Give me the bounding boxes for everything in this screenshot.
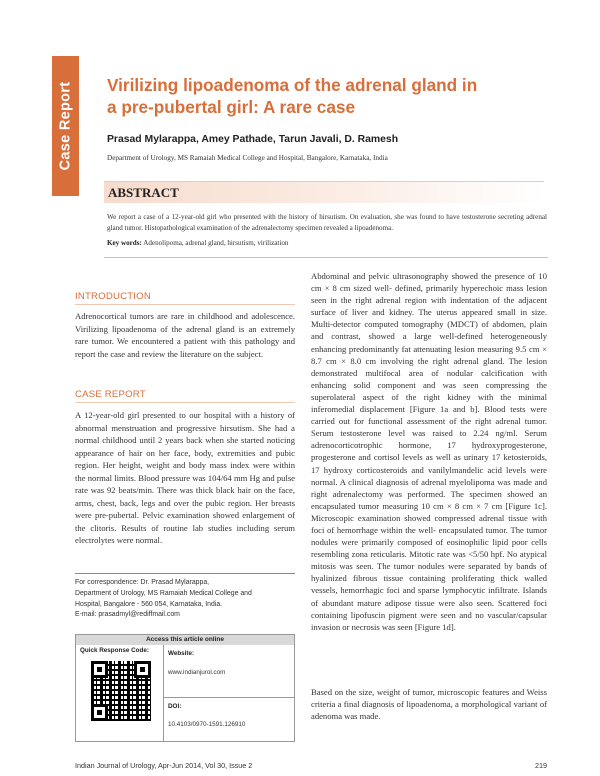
page-number: 219: [535, 761, 547, 770]
qr-finder-icon: [91, 661, 108, 678]
correspondence-label: For correspondence:: [75, 579, 139, 586]
case-report-heading: CASE REPORT: [75, 389, 146, 400]
access-divider-vertical: [163, 645, 164, 742]
correspondence-block: [75, 578, 295, 621]
journal-citation: Indian Journal of Urology, Apr-Jun 2014, Vol 30, Issue 2: [75, 761, 253, 770]
correspondence-name: Dr. Prasad Mylarappa,: [140, 579, 210, 586]
qr-finder-icon: [134, 661, 151, 678]
abstract-heading-bar: [104, 181, 544, 203]
introduction-heading: INTRODUCTION: [75, 291, 151, 302]
diagnosis-paragraph: Based on the size, weight of tumor, microscopic features and Weiss criteria a final diagnosis of lipoadenoma, a morphological variant of adenoma was made.: [311, 687, 547, 722]
correspondence-divider: [75, 573, 295, 574]
correspondence-email[interactable]: E-mail: prasadmyl@rediffmail.com: [75, 611, 180, 619]
correspondence-address: Hospital, Bangalore - 560 054, Karnataka, India.: [75, 600, 223, 608]
doi-label: DOI:: [168, 703, 182, 710]
keywords: [107, 239, 547, 247]
article-type-label: Case Report: [57, 81, 74, 171]
correspondence-department: Department of Urology, MS Ramaiah Medical College and: [75, 589, 252, 597]
doi-value[interactable]: 10.4103/0970-1591.126910: [168, 721, 246, 728]
access-online-box: [75, 634, 295, 742]
qr-label: Quick Response Code:: [80, 647, 149, 654]
keywords-value: Adenolipoma, adrenal gland, hirsutism, virilization: [143, 239, 289, 247]
author-list: Prasad Mylarappa, Amey Pathade, Tarun Javali, D. Ramesh: [107, 134, 399, 145]
abstract-text: We report a case of a 12-year-old girl who presented with the history of hirsutism. On evaluation, she was found to have testosterone secreting adrenal gland tumor. Histopathological examination of the adrenalectomy specimen revealed a lipoadenoma.: [107, 213, 547, 232]
access-heading: Access this article online: [76, 635, 294, 645]
abstract-heading: ABSTRACT: [108, 185, 179, 200]
author-affiliation: Department of Urology, MS Ramaiah Medical College and Hospital, Bangalore, Karnataka, India: [107, 154, 388, 162]
article-type-tab: [52, 56, 79, 196]
case-report-divider: [75, 402, 295, 403]
abstract-divider: [104, 257, 548, 258]
qr-finder-icon: [91, 704, 108, 721]
case-report-continued: Abdominal and pelvic ultrasonography showed the presence of 10 cm × 8 cm sized well- defined, primarily hyperechoic mass lesion seen in the right adrenal region with indentation of the adjacent surface of liver and kidney. The uterus appeared small in size. Multi-detector computed tomography (MDCT) of abdomen, plain and contrast, showed a large well-defined heterogeneously enhancing predominantly fat attenuating lesion measuring 9.5 cm × 8.7 cm × 8.0 cm involving the right adrenal gland. The lesion demonstrated multifocal area of nodular calcification with enhancing solid component and was seen compressing the superolateral aspect of the right kidney with the minimal inferomedial displacement [Figure 1a and b]. Blood tests were carried out for functional assessment of the right adrenal tumor. Serum testosterone level was raised to 2.24 ng/ml. Serum adrenocorticotrophic hormone, 17 hydroxyprogesterone, progesterone and cortisol levels as well as urinary 17 ketosteroids, 17 hydroxy corticosteroids and vanilylmandelic acid levels were normal. A clinical diagnosis of adrenal myelolipoma was made and right adrenalectomy was performed. The specimen showed an encapsulated tumor measuring 10 cm × 8 cm × 7 cm [Figure 1c]. Microscopic examination showed compressed adrenal tissue with foci of hemorrhage within the well- encapsulated tumor. The tumor nodules were primarily composed of eosinophilic lipid poor cells resembling zona reticularis. Mitotic rate was <5/50 hpf. No atypical mitosis was seen. The tumor nodules were separated by bands of hyalinized fibrous tissue containing proliferating thick walled vessels, hemorrhagic foci and sparse lymphocytic infiltrate. Islands of abundant mature adipose tissue were also seen. Scattered foci containing lipofuscin pigment were seen and no vascular/capsular invasion or necrosis was seen [Figure 1d].: [311, 271, 547, 632]
page-footer: [75, 761, 547, 770]
website-link[interactable]: www.indianjurol.com: [168, 669, 226, 676]
website-label: Website:: [168, 650, 195, 657]
keywords-label: Key words:: [107, 239, 142, 247]
introduction-text: Adrenocortical tumors are rare in childhood and adolescence. Virilizing lipoadenoma of the adrenal gland is an extremely rare tumor. We encountered a patient with this pathology and report the case and review the literature on the subject.: [75, 311, 295, 359]
access-divider-horizontal: [163, 697, 295, 698]
qr-code-icon[interactable]: [91, 661, 151, 721]
article-title: Virilizing lipoadenoma of the adrenal gland in a pre-pubertal girl: A rare case: [107, 75, 478, 117]
introduction-divider: [75, 304, 295, 305]
case-report-text: A 12-year-old girl presented to our hospital with a history of abnormal menstruation and progressive hirsutism. She had a normal childhood until 2 years back when she started noticing appearance of hair on her face, body, extremities and pubic region. Her height, weight and body mass index were within the normal limits. Blood pressure was 104/64 mm Hg and pulse rate was 92 beats/min. There was thick black hair on the face, arms, chest, back, legs and over the pubic region. Her breasts were pre-pubertal. Pelvic examination showed enlargement of the clitoris. Results of routine lab studies including serum electrolytes were normal.: [75, 410, 295, 545]
